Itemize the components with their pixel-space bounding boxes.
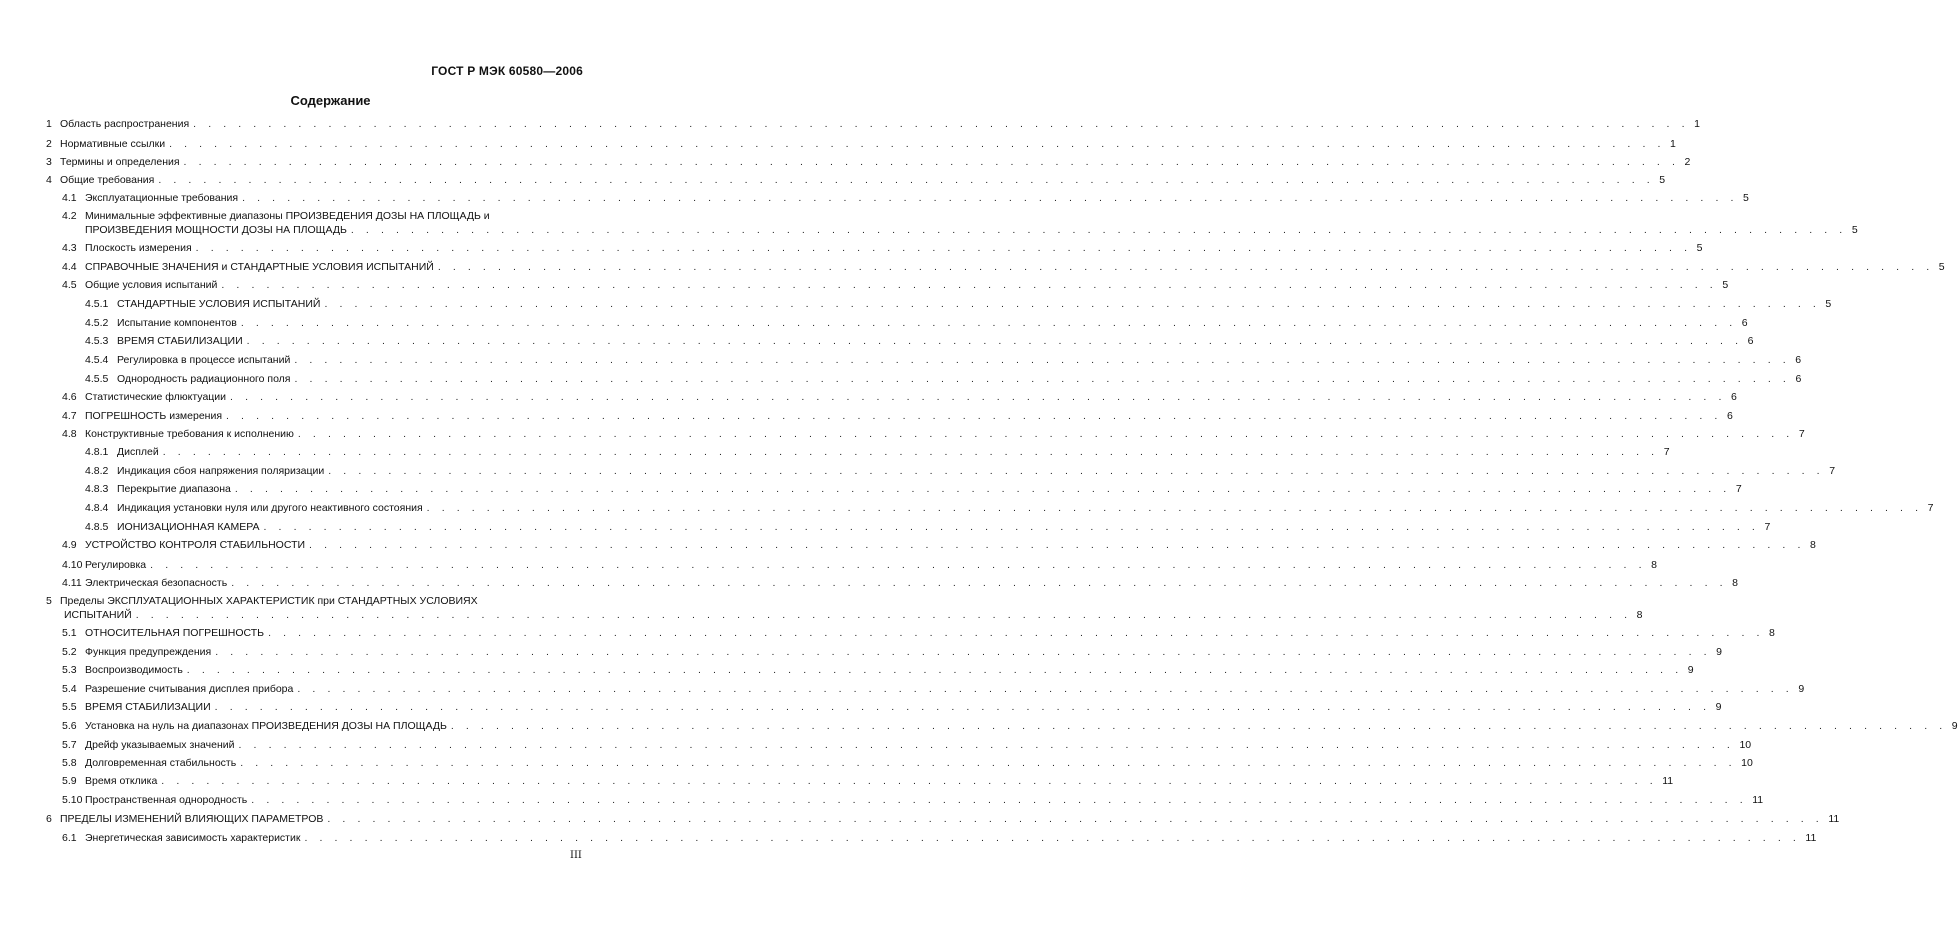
toc-leader-dots: . . . . . . . . . . . . . . . . . . . . . . . . . . . . . . . . . . . . . . . . . . . . . . . . . . . . . . . . . . . . . . . . . . . . . . . . . . . . . . . . . . . . . . . . . . . . . . . . . . . . bbox=[251, 794, 1748, 806]
toc-entry bbox=[0, 756, 1753, 772]
toc-entry bbox=[0, 241, 1703, 257]
toc-entry-title: Общие условия испытаний bbox=[85, 279, 218, 291]
toc-leader-dots: . . . . . . . . . . . . . . . . . . . . . . . . . . . . . . . . . . . . . . . . . . . . . . . . . . . . . . . . . . . . . . . . . . . . . . . . . . . . . . . . . . . . . . . . . . . . . . . . . . . . bbox=[240, 317, 1737, 329]
toc-entry bbox=[0, 316, 1748, 332]
toc-entry-number: 4.8.4 bbox=[85, 502, 109, 514]
toc-leader-dots: . . . . . . . . . . . . . . . . . . . . . . . . . . . . . . . . . . . . . . . . . . . . . . . . . . . . . . . . . . . . . . . . . . . . . . . . . . . . . . . . . . . . . . . . . . . . . . . . . . . . bbox=[169, 138, 1666, 150]
toc-entry-body bbox=[117, 445, 1670, 459]
toc-entry-page: 8 bbox=[1769, 627, 1775, 639]
toc-entry-page: 6 bbox=[1726, 410, 1733, 422]
toc-entry-page: 5 bbox=[1851, 224, 1858, 236]
toc-entry-title: Энергетическая зависимость характеристик bbox=[85, 832, 301, 844]
toc-entry bbox=[0, 700, 1722, 716]
toc-leader-dots: . . . . . . . . . . . . . . . . . . . . . . . . . . . . . . . . . . . . . . . . . . . . . . . . . . . . . . . . . . . . . . . . . . . . . . . . . . . . . . . . . . . . . . . . . . . . . . . . . . . . bbox=[242, 192, 1739, 204]
toc-entry-body bbox=[85, 390, 1737, 404]
toc-entry-body bbox=[85, 774, 1674, 788]
toc-leader-dots: . . . . . . . . . . . . . . . . . . . . . . . . . . . . . . . . . . . . . . . . . . . . . . . . . . . . . . . . . . . . . . . . . . . . . . . . . . . . . . . . . . . . . . . . . . . . . . . . . . . . bbox=[246, 335, 1743, 347]
toc-entry-number: 4.2 bbox=[62, 210, 77, 222]
toc-entry-title: Долговременная стабильность bbox=[85, 757, 237, 769]
toc-leader-dots: . . . . . . . . . . . . . . . . . . . . . . . . . . . . . . . . . . . . . . . . . . . . . . . . . . . . . . . . . . . . . . . . . . . . . . . . . . . . . . . . . . . . . . . . . . . . . . . . . . . . bbox=[161, 775, 1658, 787]
toc-leader-dots: . . . . . . . . . . . . . . . . . . . . . . . . . . . . . . . . . . . . . . . . . . . . . . . . . . . . . . . . . . . . . . . . . . . . . . . . . . . . . . . . . . . . . . . . . . . . . . . . . . . . bbox=[328, 465, 1825, 477]
toc-leader-dots: . . . . . . . . . . . . . . . . . . . . . . . . . . . . . . . . . . . . . . . . . . . . . . . . . . . . . . . . . . . . . . . . . . . . . . . . . . . . . . . . . . . . . . . . . . . . . . . . . . . . bbox=[450, 720, 1947, 732]
toc-entry-body bbox=[85, 409, 1733, 423]
toc-leader-dots: . . . . . . . . . . . . . . . . . . . . . . . . . . . . . . . . . . . . . . . . . . . . . . . . . . . . . . . . . . . . . . . . . . . . . . . . . . . . . . . . . . . . . . . . . . . . . . . . . . . . bbox=[437, 261, 1934, 273]
toc-entry-body bbox=[85, 719, 1958, 733]
toc-entry-number: 4 bbox=[46, 174, 52, 186]
toc-entry-number: 5.4 bbox=[62, 683, 77, 695]
toc-leader-dots: . . . . . . . . . . . . . . . . . . . . . . . . . . . . . . . . . . . . . . . . . . . . . . . . . . . . . . . . . . . . . . . . . . . . . . . . . . . . . . . . . . . . . . . . . . . . . . . . . . . . bbox=[221, 279, 1718, 291]
toc-entry-page: 9 bbox=[1687, 664, 1694, 676]
toc-entry bbox=[0, 464, 1836, 480]
toc-entry-title: Воспроизводимость bbox=[85, 664, 183, 676]
toc-entry bbox=[0, 390, 1737, 406]
toc-entry-number: 4.7 bbox=[62, 410, 77, 422]
toc-leader-dots: . . . . . . . . . . . . . . . . . . . . . . . . . . . . . . . . . . . . . . . . . . . . . . . . . . . . . . . . . . . . . . . . . . . . . . . . . . . . . . . . . . . . . . . . . . . . . . . . . . . . bbox=[426, 502, 1923, 514]
toc-entry-number: 4.8.5 bbox=[85, 521, 109, 533]
toc-entry-number: 5.5 bbox=[62, 701, 77, 713]
toc-entry-title: Установка на нуль на диапазонах ПРОИЗВЕДЕНИЯ ДОЗЫ НА ПЛОЩАДЬ bbox=[85, 720, 447, 732]
toc-entry bbox=[0, 576, 1738, 592]
toc-entry-body bbox=[60, 173, 1666, 187]
toc-entry-body bbox=[85, 700, 1722, 714]
toc-leader-dots: . . . . . . . . . . . . . . . . . . . . . . . . . . . . . . . . . . . . . . . . . . . . . . . . . . . . . . . . . . . . . . . . . . . . . . . . . . . . . . . . . . . . . . . . . . . . . . . . . . . . bbox=[324, 298, 1821, 310]
toc-leader-dots: . . . . . . . . . . . . . . . . . . . . . . . . . . . . . . . . . . . . . . . . . . . . . . . . . . . . . . . . . . . . . . . . . . . . . . . . . . . . . . . . . . . . . . . . . . . . . . . . . . . . bbox=[238, 739, 1735, 751]
toc-entry-body bbox=[60, 812, 1840, 826]
toc-entry-page: 8 bbox=[1809, 539, 1816, 551]
toc-entry-title: Нормативные ссылки bbox=[60, 138, 166, 150]
toc-entry-title: Индикация установки нуля или другого неактивного состояния bbox=[117, 502, 423, 514]
toc-leader-dots: . . . . . . . . . . . . . . . . . . . . . . . . . . . . . . . . . . . . . . . . . . . . . . . . . . . . . . . . . . . . . . . . . . . . . . . . . . . . . . . . . . . . . . . . . . . . . . . . . . . . bbox=[294, 354, 1791, 366]
toc-entry-body bbox=[85, 645, 1722, 659]
toc-entry-body bbox=[117, 520, 1771, 534]
toc-leader-dots: . . . . . . . . . . . . . . . . . . . . . . . . . . . . . . . . . . . . . . . . . . . . . . . . . . . . . . . . . . . . . . . . . . . . . . . . . . . . . . . . . . . . . . . . . . . . . . . . . . . . bbox=[158, 174, 1655, 186]
toc-entry bbox=[0, 445, 1670, 461]
toc-entry-number: 4.8.2 bbox=[85, 465, 109, 477]
toc-entry-number: 5.9 bbox=[62, 775, 77, 787]
toc-entry-title-line1: Пределы ЭКСПЛУАТАЦИОННЫХ ХАРАКТЕРИСТИК при СТАНДАРТНЫХ УСЛОВИЯХ bbox=[60, 595, 478, 607]
toc-entry-page: 11 bbox=[1662, 775, 1674, 787]
toc-entry-body bbox=[117, 297, 1832, 311]
toc-entry bbox=[0, 137, 1676, 153]
toc-entry-body bbox=[85, 278, 1729, 292]
toc-entry-title: ИСПЫТАНИЙ bbox=[64, 609, 132, 621]
toc-leader-dots: . . . . . . . . . . . . . . . . . . . . . . . . . . . . . . . . . . . . . . . . . . . . . . . . . . . . . . . . . . . . . . . . . . . . . . . . . . . . . . . . . . . . . . . . . . . . . . . . . . . . bbox=[195, 242, 1692, 254]
toc-entry-page: 1 bbox=[1694, 118, 1700, 130]
toc-entry bbox=[0, 645, 1722, 661]
toc-entry-title: Регулировка bbox=[85, 559, 147, 571]
toc-entry bbox=[0, 209, 1858, 236]
toc-entry-body bbox=[117, 353, 1802, 367]
toc-entry bbox=[0, 558, 1657, 574]
toc-entry-body bbox=[85, 626, 1775, 640]
toc-entry-title: ОТНОСИТЕЛЬНАЯ ПОГРЕШНОСТЬ bbox=[85, 627, 265, 639]
toc-entry-page: 7 bbox=[1927, 502, 1934, 514]
toc-entry-number: 5.7 bbox=[62, 739, 77, 751]
toc-entry-body bbox=[117, 482, 1742, 496]
toc-leader-dots: . . . . . . . . . . . . . . . . . . . . . . . . . . . . . . . . . . . . . . . . . . . . . . . . . . . . . . . . . . . . . . . . . . . . . . . . . . . . . . . . . . . . . . . . . . . . . . . . . . . . bbox=[186, 664, 1683, 676]
toc-entry-page: 8 bbox=[1651, 559, 1657, 571]
toc-entry-page: 5 bbox=[1722, 279, 1729, 291]
toc-entry bbox=[0, 501, 1934, 517]
toc-entry-page: 9 bbox=[1716, 646, 1722, 658]
toc-entry-page: 10 bbox=[1739, 739, 1752, 751]
toc-entry-title: Конструктивные требования к исполнению bbox=[85, 428, 294, 440]
toc-entry-number: 4.5.3 bbox=[85, 335, 109, 347]
toc-entry-page: 7 bbox=[1764, 521, 1771, 533]
toc-entry bbox=[0, 334, 1754, 350]
toc-entry-number: 6 bbox=[46, 813, 52, 825]
toc-leader-dots: . . . . . . . . . . . . . . . . . . . . . . . . . . . . . . . . . . . . . . . . . . . . . . . . . . . . . . . . . . . . . . . . . . . . . . . . . . . . . . . . . . . . . . . . . . . . . . . . . . . . bbox=[135, 609, 1632, 621]
toc-entry-number: 6.1 bbox=[62, 832, 77, 844]
toc-entry-body bbox=[85, 241, 1703, 255]
toc-entry-number: 4.9 bbox=[62, 539, 77, 551]
toc-entry-title: Дисплей bbox=[117, 446, 159, 458]
toc-entry-page: 7 bbox=[1735, 483, 1742, 495]
toc-entry-body bbox=[117, 316, 1748, 330]
toc-entry-page: 6 bbox=[1795, 354, 1802, 366]
toc-entry-page: 7 bbox=[1663, 446, 1670, 458]
toc-entry-title: Область распространения bbox=[60, 118, 190, 130]
toc-entry bbox=[0, 793, 1764, 809]
toc-entry-page: 9 bbox=[1798, 683, 1805, 695]
toc-entry bbox=[0, 682, 1805, 698]
toc-entry-title: Электрическая безопасность bbox=[85, 577, 228, 589]
toc-entry-title: Плоскость измерения bbox=[85, 242, 192, 254]
toc-entry bbox=[0, 173, 1666, 189]
toc-entry-number: 4.1 bbox=[62, 192, 77, 204]
toc-entry-number: 5.8 bbox=[62, 757, 77, 769]
toc-entry-title: Термины и определения bbox=[60, 156, 180, 168]
toc-entry-page: 6 bbox=[1795, 373, 1802, 385]
toc-entry-body bbox=[85, 663, 1694, 677]
toc-entry-page: 11 bbox=[1828, 813, 1840, 825]
toc-entry-page: 6 bbox=[1741, 317, 1748, 329]
toc-leader-dots: . . . . . . . . . . . . . . . . . . . . . . . . . . . . . . . . . . . . . . . . . . . . . . . . . . . . . . . . . . . . . . . . . . . . . . . . . . . . . . . . . . . . . . . . . . . . . . . . . . . . bbox=[183, 156, 1680, 168]
toc-entry-number: 1 bbox=[46, 118, 52, 130]
toc-entry bbox=[0, 594, 1643, 621]
toc-entry-title: ПРЕДЕЛЫ ИЗМЕНЕНИЙ ВЛИЯЮЩИХ ПАРАМЕТРОВ bbox=[60, 813, 324, 825]
toc-entry-body bbox=[85, 576, 1738, 590]
toc-entry bbox=[0, 278, 1729, 294]
page-number: III bbox=[570, 850, 582, 861]
toc-entry-title: ВРЕМЯ СТАБИЛИЗАЦИИ bbox=[117, 335, 243, 347]
toc-entry-title-line1: Минимальные эффективные диапазоны ПРОИЗВЕДЕНИЯ ДОЗЫ НА ПЛОЩАДЬ и bbox=[85, 210, 490, 222]
toc-entry bbox=[0, 774, 1674, 790]
toc-entry-title: ПРОИЗВЕДЕНИЯ МОЩНОСТИ ДОЗЫ НА ПЛОЩАДЬ bbox=[85, 224, 347, 236]
toc-leader-dots: . . . . . . . . . . . . . . . . . . . . . . . . . . . . . . . . . . . . . . . . . . . . . . . . . . . . . . . . . . . . . . . . . . . . . . . . . . . . . . . . . . . . . . . . . . . . . . . . . . . . bbox=[150, 559, 1647, 571]
toc-entry bbox=[0, 117, 1700, 133]
toc-entry-body bbox=[85, 738, 1752, 752]
toc-entry-title: СПРАВОЧНЫЕ ЗНАЧЕНИЯ и СТАНДАРТНЫЕ УСЛОВИЯ ИСПЫТАНИЙ bbox=[85, 261, 434, 273]
toc-leader-dots: . . . . . . . . . . . . . . . . . . . . . . . . . . . . . . . . . . . . . . . . . . . . . . . . . . . . . . . . . . . . . . . . . . . . . . . . . . . . . . . . . . . . . . . . . . . . . . . . . . . . bbox=[327, 813, 1824, 825]
toc-entry bbox=[0, 719, 1958, 735]
toc-entry-number: 5.10 bbox=[62, 794, 83, 806]
toc-entry bbox=[0, 812, 1840, 828]
toc-entry bbox=[0, 738, 1752, 754]
toc-entry-page: 6 bbox=[1747, 335, 1754, 347]
toc-entry-title: Функция предупреждения bbox=[85, 646, 212, 658]
toc-entry-number: 4.5.1 bbox=[85, 298, 109, 310]
toc-entry-body bbox=[85, 558, 1657, 572]
toc-entry-body bbox=[85, 831, 1817, 845]
toc-entry-title: Дрейф указываемых значений bbox=[85, 739, 235, 751]
toc-entry-title: ПОГРЕШНОСТЬ измерения bbox=[85, 410, 223, 422]
toc-leader-dots: . . . . . . . . . . . . . . . . . . . . . . . . . . . . . . . . . . . . . . . . . . . . . . . . . . . . . . . . . . . . . . . . . . . . . . . . . . . . . . . . . . . . . . . . . . . . . . . . . . . . bbox=[297, 428, 1794, 440]
toc-entry-title: Регулировка в процессе испытаний bbox=[117, 354, 291, 366]
toc-leader-dots: . . . . . . . . . . . . . . . . . . . . . . . . . . . . . . . . . . . . . . . . . . . . . . . . . . . . . . . . . . . . . . . . . . . . . . . . . . . . . . . . . . . . . . . . . . . . . . . . . . . . bbox=[230, 391, 1726, 403]
toc-entry bbox=[0, 626, 1775, 642]
toc-entry bbox=[0, 353, 1802, 369]
toc-entry-number: 3 bbox=[46, 156, 52, 168]
toc-entry-body bbox=[60, 155, 1691, 169]
toc-entry-page: 11 bbox=[1805, 832, 1817, 844]
toc-entry-title: Однородность радиационного поля bbox=[117, 373, 291, 385]
toc-entry-title: ИОНИЗАЦИОННАЯ КАМЕРА bbox=[117, 521, 260, 533]
toc-entry-title: СТАНДАРТНЫЕ УСЛОВИЯ ИСПЫТАНИЙ bbox=[117, 298, 321, 310]
toc-leader-dots: . . . . . . . . . . . . . . . . . . . . . . . . . . . . . . . . . . . . . . . . . . . . . . . . . . . . . . . . . . . . . . . . . . . . . . . . . . . . . . . . . . . . . . . . . . . . . . . . . . . . bbox=[231, 577, 1728, 589]
toc-entry bbox=[0, 663, 1694, 679]
toc-leader-dots: . . . . . . . . . . . . . . . . . . . . . . . . . . . . . . . . . . . . . . . . . . . . . . . . . . . . . . . . . . . . . . . . . . . . . . . . . . . . . . . . . . . . . . . . . . . . . . . . . . . . bbox=[304, 832, 1801, 844]
page-title: Содержание bbox=[290, 93, 371, 108]
toc-leader-dots: . . . . . . . . . . . . . . . . . . . . . . . . . . . . . . . . . . . . . . . . . . . . . . . . . . . . . . . . . . . . . . . . . . . . . . . . . . . . . . . . . . . . . . . . . . . . . . . . . . . . bbox=[297, 683, 1794, 695]
toc-entry bbox=[0, 482, 1742, 498]
toc-entry-page: 6 bbox=[1730, 391, 1737, 403]
toc-entry-body bbox=[117, 501, 1934, 515]
toc-entry-number: 5.3 bbox=[62, 664, 77, 676]
toc-entry-number: 4.4 bbox=[62, 261, 77, 273]
toc-leader-dots: . . . . . . . . . . . . . . . . . . . . . . . . . . . . . . . . . . . . . . . . . . . . . . . . . . . . . . . . . . . . . . . . . . . . . . . . . . . . . . . . . . . . . . . . . . . . . . . . . . . . bbox=[214, 701, 1711, 713]
toc-entry-number: 4.11 bbox=[62, 577, 82, 589]
toc-entry-number: 4.6 bbox=[62, 391, 77, 403]
toc-entry-body bbox=[60, 137, 1676, 151]
toc-leader-dots: . . . . . . . . . . . . . . . . . . . . . . . . . . . . . . . . . . . . . . . . . . . . . . . . . . . . . . . . . . . . . . . . . . . . . . . . . . . . . . . . . . . . . . . . . . . . . . . . . . . . bbox=[226, 410, 1722, 422]
toc-entry-page: 5 bbox=[1938, 261, 1945, 273]
toc-entry bbox=[0, 831, 1817, 847]
toc-entry-title: УСТРОЙСТВО КОНТРОЛЯ СТАБИЛЬНОСТИ bbox=[85, 539, 306, 551]
toc-entry bbox=[0, 260, 1945, 276]
toc-entry-page: 5 bbox=[1659, 174, 1666, 186]
toc-entry-title: Общие требования bbox=[60, 174, 155, 186]
toc-entry-body bbox=[117, 372, 1802, 386]
toc-entry-page: 8 bbox=[1636, 609, 1643, 621]
toc-entry-number: 2 bbox=[46, 138, 52, 150]
toc-leader-dots: . . . . . . . . . . . . . . . . . . . . . . . . . . . . . . . . . . . . . . . . . . . . . . . . . . . . . . . . . . . . . . . . . . . . . . . . . . . . . . . . . . . . . . . . . . . . . . . . . . . . bbox=[294, 373, 1791, 385]
toc-entry-number: 4.5 bbox=[62, 279, 77, 291]
toc-entry-number: 4.8 bbox=[62, 428, 77, 440]
toc-entry-number: 5 bbox=[46, 595, 52, 607]
toc-leader-dots: . . . . . . . . . . . . . . . . . . . . . . . . . . . . . . . . . . . . . . . . . . . . . . . . . . . . . . . . . . . . . . . . . . . . . . . . . . . . . . . . . . . . . . . . . . . . . . . . . . . . bbox=[193, 118, 1690, 130]
toc-entry bbox=[0, 372, 1802, 388]
toc-entry-body bbox=[85, 209, 1858, 237]
toc-entry-number: 4.5.4 bbox=[85, 354, 109, 366]
toc-entry-body bbox=[60, 594, 1643, 622]
toc-entry-page: 8 bbox=[1732, 577, 1738, 589]
toc-entry-number: 4.10 bbox=[62, 559, 83, 571]
toc-entry-title: Индикация сбоя напряжения поляризации bbox=[117, 465, 325, 477]
toc-entry-title: ВРЕМЯ СТАБИЛИЗАЦИИ bbox=[85, 701, 211, 713]
toc-entry-number: 5.1 bbox=[62, 627, 77, 639]
toc-leader-dots: . . . . . . . . . . . . . . . . . . . . . . . . . . . . . . . . . . . . . . . . . . . . . . . . . . . . . . . . . . . . . . . . . . . . . . . . . . . . . . . . . . . . . . . . . . . . . . . . . . . . bbox=[309, 539, 1805, 551]
toc-entry-page: 9 bbox=[1951, 720, 1958, 732]
toc-leader-dots: . . . . . . . . . . . . . . . . . . . . . . . . . . . . . . . . . . . . . . . . . . . . . . . . . . . . . . . . . . . . . . . . . . . . . . . . . . . . . . . . . . . . . . . . . . . . . . . . . . . . bbox=[263, 521, 1760, 533]
toc-entry-number: 4.3 bbox=[62, 242, 77, 254]
toc-entry-page: 5 bbox=[1743, 192, 1749, 204]
toc-entry-title: Испытание компонентов bbox=[117, 317, 237, 329]
toc-entry-page: 1 bbox=[1670, 138, 1676, 150]
toc-entry-number: 5.2 bbox=[62, 646, 77, 658]
toc-entry-body bbox=[117, 464, 1836, 478]
document-header: ГОСТ Р МЭК 60580—2006 bbox=[431, 64, 583, 78]
toc-entry bbox=[0, 520, 1771, 536]
toc-entry-page: 5 bbox=[1696, 242, 1703, 254]
toc-leader-dots: . . . . . . . . . . . . . . . . . . . . . . . . . . . . . . . . . . . . . . . . . . . . . . . . . . . . . . . . . . . . . . . . . . . . . . . . . . . . . . . . . . . . . . . . . . . . . . . . . . . . bbox=[162, 446, 1659, 458]
toc-entry-number: 5.6 bbox=[62, 720, 77, 732]
toc-entry-title: Статистические флюктуации bbox=[85, 391, 227, 403]
toc-leader-dots: . . . . . . . . . . . . . . . . . . . . . . . . . . . . . . . . . . . . . . . . . . . . . . . . . . . . . . . . . . . . . . . . . . . . . . . . . . . . . . . . . . . . . . . . . . . . . . . . . . . . bbox=[350, 224, 1847, 236]
toc-entry-body bbox=[85, 427, 1805, 441]
toc-entry bbox=[0, 538, 1816, 554]
toc-entry-number: 4.5.2 bbox=[85, 317, 109, 329]
toc-leader-dots: . . . . . . . . . . . . . . . . . . . . . . . . . . . . . . . . . . . . . . . . . . . . . . . . . . . . . . . . . . . . . . . . . . . . . . . . . . . . . . . . . . . . . . . . . . . . . . . . . . . . bbox=[240, 757, 1737, 769]
toc-entry-page: 7 bbox=[1829, 465, 1836, 477]
toc-entry bbox=[0, 191, 1749, 207]
toc-entry-title: Разрешение считывания дисплея прибора bbox=[85, 683, 294, 695]
toc-entry-number: 4.8.3 bbox=[85, 483, 109, 495]
toc-entry-body bbox=[117, 334, 1754, 348]
toc-entry-title: Эксплуатационные требования bbox=[85, 192, 239, 204]
toc-entry-body bbox=[85, 538, 1816, 552]
toc-leader-dots: . . . . . . . . . . . . . . . . . . . . . . . . . . . . . . . . . . . . . . . . . . . . . . . . . . . . . . . . . . . . . . . . . . . . . . . . . . . . . . . . . . . . . . . . . . . . . . . . . . . . bbox=[234, 483, 1731, 495]
toc-entry-body bbox=[85, 793, 1764, 807]
toc-entry-page: 7 bbox=[1798, 428, 1805, 440]
toc-entry-page: 10 bbox=[1741, 757, 1753, 769]
toc-entry-body bbox=[85, 756, 1753, 770]
toc-entry bbox=[0, 409, 1733, 425]
toc-entry-body bbox=[85, 191, 1749, 205]
toc-entry-page: 2 bbox=[1684, 156, 1691, 168]
toc-entry-page: 5 bbox=[1825, 298, 1832, 310]
toc-entry-number: 4.5.5 bbox=[85, 373, 109, 385]
toc-entry-title: Пространственная однородность bbox=[85, 794, 248, 806]
toc-entry-title: Перекрытие диапазона bbox=[117, 483, 231, 495]
toc-entry bbox=[0, 297, 1832, 313]
toc-entry-page: 9 bbox=[1715, 701, 1722, 713]
toc-entry bbox=[0, 427, 1805, 443]
toc-leader-dots: . . . . . . . . . . . . . . . . . . . . . . . . . . . . . . . . . . . . . . . . . . . . . . . . . . . . . . . . . . . . . . . . . . . . . . . . . . . . . . . . . . . . . . . . . . . . . . . . . . . . bbox=[268, 627, 1765, 639]
toc-entry-page: 11 bbox=[1752, 794, 1764, 806]
toc-entry-title: Время отклика bbox=[85, 775, 158, 787]
toc-entry bbox=[0, 155, 1691, 171]
toc-entry-body bbox=[85, 260, 1945, 274]
toc-leader-dots: . . . . . . . . . . . . . . . . . . . . . . . . . . . . . . . . . . . . . . . . . . . . . . . . . . . . . . . . . . . . . . . . . . . . . . . . . . . . . . . . . . . . . . . . . . . . . . . . . . . . bbox=[215, 646, 1712, 658]
toc-entry-body bbox=[85, 682, 1805, 696]
toc-entry-body bbox=[60, 117, 1700, 131]
toc-entry-number: 4.8.1 bbox=[85, 446, 109, 458]
